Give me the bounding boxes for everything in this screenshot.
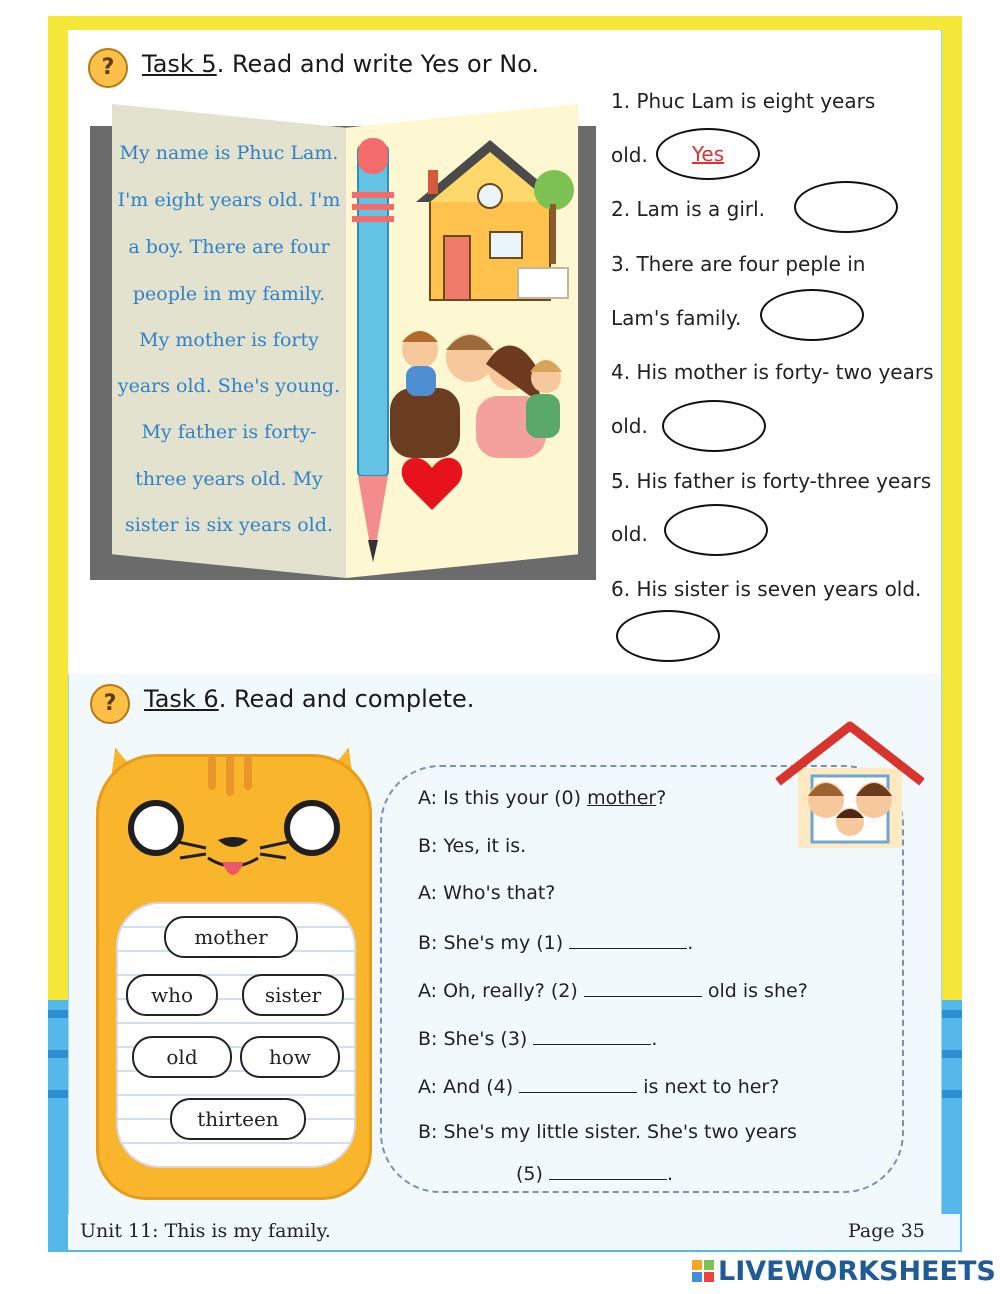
word-chip-sister[interactable]: sister	[242, 974, 344, 1016]
word-chip-thirteen[interactable]: thirteen	[170, 1098, 306, 1140]
story-line: three years old. My	[135, 468, 323, 490]
question-4-line-a: 4. His mother is forty- two years	[611, 360, 934, 384]
question-5-line-b: old.	[611, 522, 648, 546]
dialog-text: ?	[656, 787, 667, 809]
word-chip-who[interactable]: who	[126, 974, 218, 1016]
answer-oval-1[interactable]: Yes	[656, 128, 760, 180]
story-line: My mother is forty	[139, 329, 319, 351]
house-icon	[416, 140, 574, 300]
blank-3[interactable]	[533, 1026, 651, 1045]
question-1-line-b: old.	[611, 143, 648, 167]
word-chip-mother[interactable]: mother	[164, 916, 298, 958]
task6-number: Task 6	[144, 685, 219, 713]
dialog-line-7: B: She's my little sister. She's two years	[418, 1121, 797, 1143]
heart-icon	[402, 458, 462, 510]
task6-heading	[144, 685, 474, 713]
story-line: sister is six years old.	[125, 514, 333, 536]
book-illustration	[350, 110, 578, 576]
example-answer: mother	[587, 787, 657, 809]
story-line: I'm eight years old. I'm	[117, 189, 341, 211]
task6-title: . Read and complete.	[218, 685, 475, 713]
dialog-line-5	[418, 1026, 657, 1050]
dialog-text: B: She's my (1)	[418, 932, 570, 954]
pencil-icon	[352, 138, 394, 562]
dialog-line-0	[418, 787, 666, 809]
answer-oval-5[interactable]	[664, 504, 768, 556]
answer-oval-4[interactable]	[662, 400, 766, 452]
cat-eye-icon	[284, 800, 340, 856]
liveworksheets-logo-icon	[692, 1260, 714, 1282]
question-mark-icon: ?	[90, 684, 130, 724]
answer-oval-2[interactable]	[794, 181, 898, 233]
dialog-text: A: Is this your (0)	[418, 787, 588, 809]
word-chip-old[interactable]: old	[132, 1036, 232, 1078]
answer-oval-3[interactable]	[760, 289, 864, 341]
question-3-line-b: Lam's family.	[611, 306, 742, 330]
story-line: My father is forty-	[141, 421, 317, 443]
question-5-line-a: 5. His father is forty-three years	[611, 469, 932, 493]
dialog-text: A: Oh, really? (2)	[418, 980, 584, 1002]
dialog-line-2: A: Who's that?	[418, 882, 556, 904]
dialog-text: .	[687, 932, 694, 954]
blank-2[interactable]	[584, 978, 702, 997]
footer-unit: Unit 11: This is my family.	[80, 1220, 331, 1242]
family-picture	[390, 331, 562, 458]
question-mark-icon: ?	[88, 48, 128, 88]
task5-number: Task 5	[142, 50, 217, 78]
blank-1[interactable]	[569, 930, 687, 949]
family-house-icon	[774, 720, 924, 850]
question-1-line-a: 1. Phuc Lam is eight years	[611, 89, 876, 113]
cat-stripes-icon	[200, 756, 264, 796]
dialog-text: .	[651, 1028, 658, 1050]
dialog-line-6	[418, 1074, 779, 1098]
story-line: a boy. There are four	[128, 236, 330, 258]
cat-eye-icon	[128, 800, 184, 856]
answer-oval-6[interactable]	[616, 610, 720, 662]
liveworksheets-logo[interactable]: LIVEWORKSHEETS	[718, 1256, 996, 1287]
story-line: years old. She's young.	[117, 375, 341, 397]
dialog-line-8	[516, 1161, 673, 1185]
story-line: My name is Phuc Lam.	[119, 142, 339, 164]
blank-4[interactable]	[519, 1074, 637, 1093]
dialog-line-1: B: Yes, it is.	[418, 835, 527, 857]
dialog-text: is next to her?	[637, 1076, 780, 1098]
question-3-line-a: 3. There are four peple in	[611, 252, 866, 276]
story-line: people in my family.	[132, 283, 326, 305]
dialog-text: A: And (4)	[418, 1076, 520, 1098]
question-4-line-b: old.	[611, 414, 648, 438]
task5-heading	[142, 50, 539, 78]
question-2: 2. Lam is a girl.	[611, 197, 766, 221]
cat-face-icon	[178, 832, 288, 892]
dialog-text: old is she?	[701, 980, 808, 1002]
footer-page-number: Page 35	[848, 1220, 925, 1242]
task5-title: . Read and write Yes or No.	[216, 50, 540, 78]
word-chip-how[interactable]: how	[240, 1036, 340, 1078]
dialog-text: .	[666, 1163, 673, 1185]
blank-5[interactable]	[549, 1161, 667, 1180]
dialog-line-4	[418, 978, 808, 1002]
dialog-text: B: She's (3)	[418, 1028, 534, 1050]
dialog-line-3	[418, 930, 693, 954]
dialog-text: (5)	[516, 1163, 549, 1185]
question-6: 6. His sister is seven years old.	[611, 577, 922, 601]
